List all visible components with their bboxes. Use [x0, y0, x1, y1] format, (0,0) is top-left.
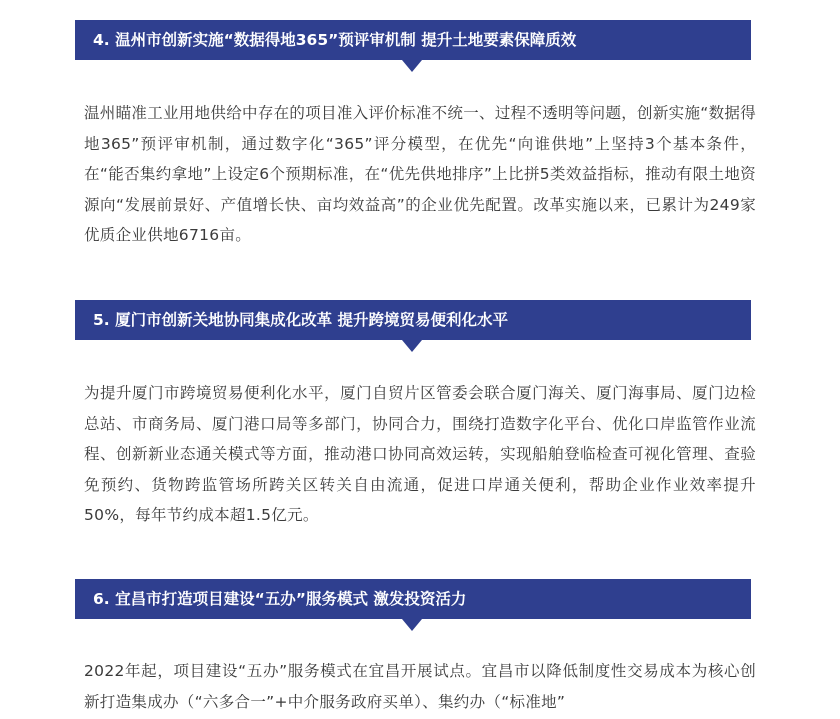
section-5-body: 为提升厦门市跨境贸易便利化水平，厦门自贸片区管委会联合厦门海关、厦门海事局、厦门边检总站、市商务局、厦门港口局等多部门，协同合力，围绕打造数字化平台、优化口岸监管作业流程、创新新业态通关模式等方面，推动港口协同高效运转，实现船舶登临检查可视化管理、查验免预约、货物跨监管场所跨关区转关自由流通，促进口岸通关便利，帮助企业作业效率提升50%，每年节约成本超1.5亿元。	[84, 384, 756, 524]
section-6-title: 6. 宜昌市打造项目建设“五办”服务模式 激发投资活力	[93, 590, 467, 608]
section-4-title-banner	[75, 20, 751, 60]
section-6-body: 2022年起，项目建设“五办”服务模式在宜昌开展试点。宜昌市以降低制度性交易成本为核心创新打造集成办（“六多合一”+中介服务政府买单）、集约办（“标准地”	[84, 662, 756, 711]
section-6-banner-arrow	[402, 619, 422, 631]
section-4-banner-arrow	[402, 60, 422, 72]
section-4-body: 温州瞄准工业用地供给中存在的项目准入评价标准不统一、过程不透明等问题，创新实施“数据得地365”预评审机制，通过数字化“365”评分模型，在优先“向谁供地”上坚持3个基本条件，在“能否集约拿地”上设定6个预期标准，在“优先供地排序”上比拼5类效益指标，推动有限土地资源向“发展前景好、产值增长快、亩均效益高”的企业优先配置。改革实施以来，已累计为249家优质企业供地6716亩。	[84, 104, 756, 244]
section-5-title-banner	[75, 300, 751, 340]
section-6-title-banner	[75, 579, 751, 619]
section-5-banner-arrow	[402, 340, 422, 352]
section-5-title: 5. 厦门市创新关地协同集成化改革 提升跨境贸易便利化水平	[93, 311, 508, 329]
section-4-title: 4. 温州市创新实施“数据得地365”预评审机制 提升土地要素保障质效	[93, 31, 577, 49]
